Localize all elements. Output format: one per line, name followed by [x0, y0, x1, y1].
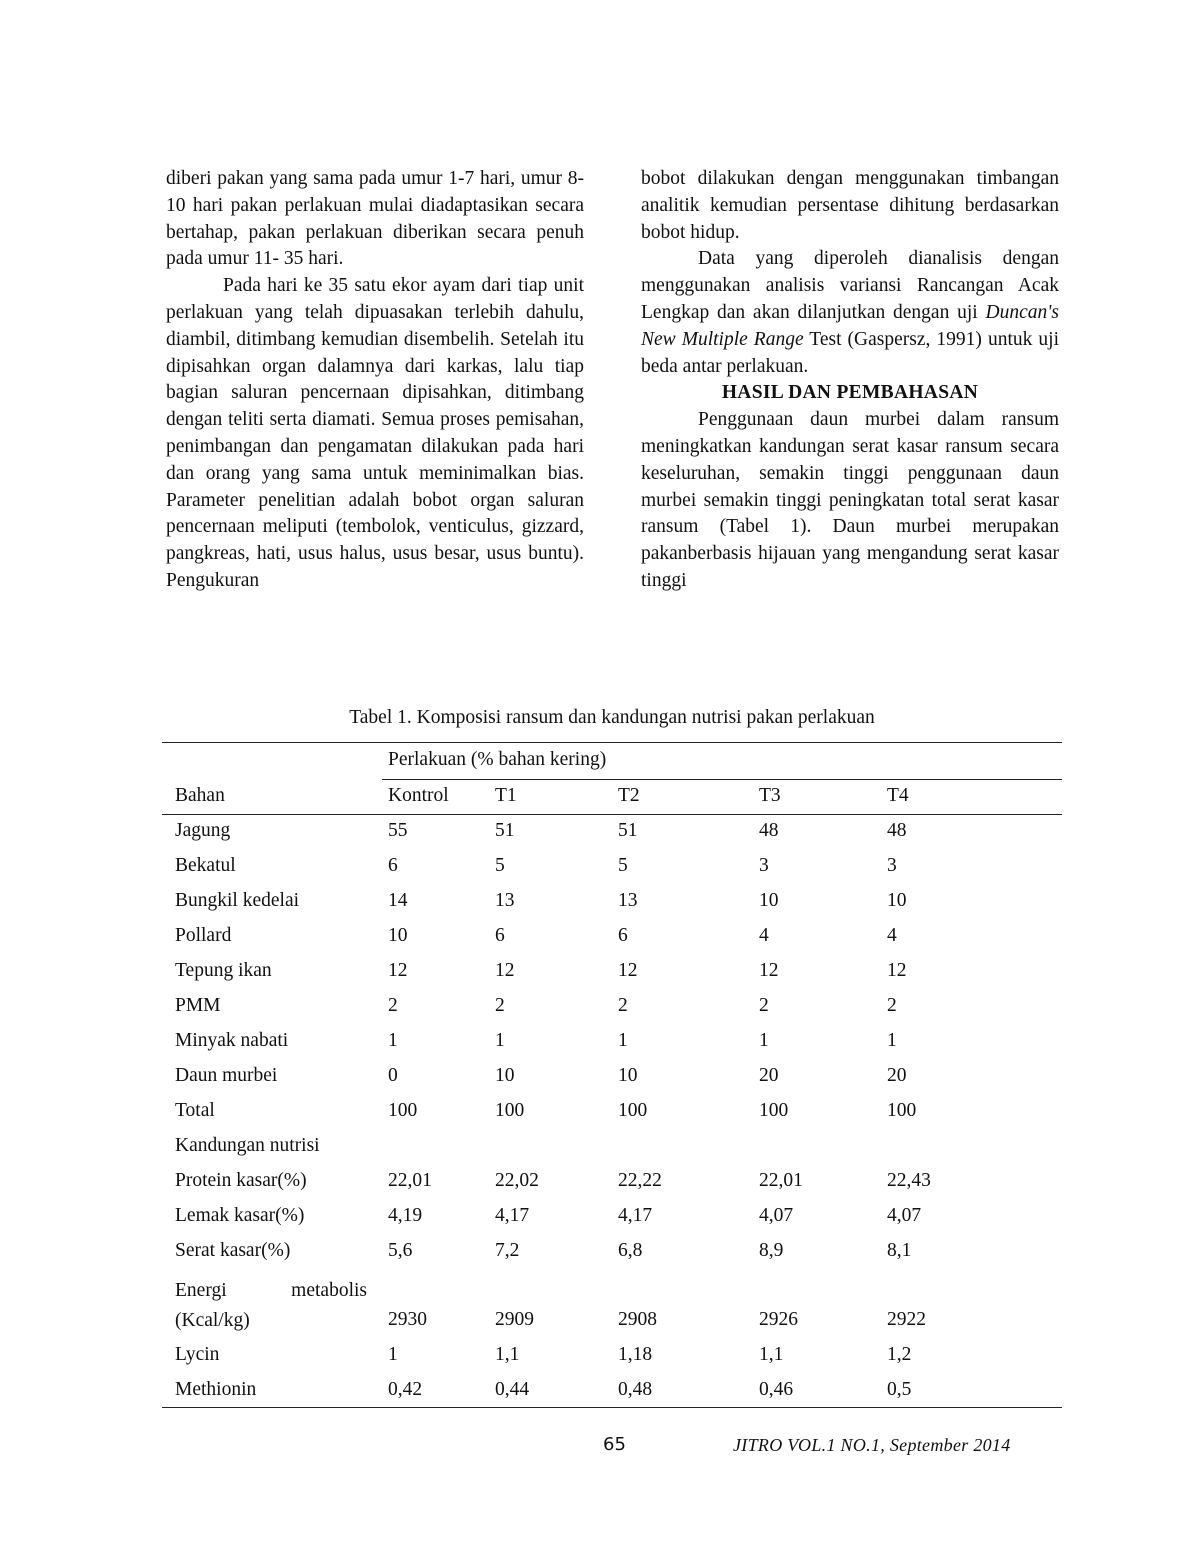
cell-kontrol: 1 [388, 1344, 398, 1365]
cell-t1: 12 [495, 960, 515, 981]
table-row [162, 1093, 1062, 1128]
cell-t4: 4 [887, 925, 897, 946]
cell-kontrol: 12 [388, 960, 408, 981]
row-label: Minyak nabati [175, 1030, 289, 1051]
row-label-energy [175, 1276, 367, 1336]
cell-t3: 2926 [759, 1309, 798, 1330]
cell-kontrol: 4,19 [388, 1205, 423, 1226]
cell-t2: 0,48 [618, 1379, 653, 1400]
table-row [162, 1198, 1062, 1233]
row-label: Methionin [175, 1379, 257, 1400]
column-header-kontrol: Kontrol [388, 785, 449, 806]
table-row [162, 988, 1062, 1023]
cell-t4: 20 [887, 1065, 907, 1086]
cell-t1: 1 [495, 1030, 505, 1051]
cell-t3: 8,9 [759, 1240, 784, 1261]
cell-t3: 4 [759, 925, 769, 946]
cell-t4: 22,43 [887, 1170, 931, 1191]
cell-t2: 100 [618, 1100, 648, 1121]
table-row [162, 918, 1062, 953]
cell-kontrol: 0,42 [388, 1379, 423, 1400]
paragraph-method-slaughter: Pada hari ke 35 satu ekor ayam dari tiap unit perlakuan yang telah dipuasakan terlebih dahulu, diambil, ditimbang kemudian disembelih. Setelah itu dipisahkan organ dalamnya dari karkas, lalu tiap bagian saluran pencernaan dipisahkan, ditimbang dengan teliti serta diamati. Semua proses pemisahan, penimbangan dan pengamatan dilakukan pada hari dan orang yang sama untuk meminimalkan bias. Parameter penelitian adalah bobot organ saluran pencernaan meliputi (tembolok, venticulus, gizzard, pangkreas, hati, usus halus, usus besar, usus buntu). Pengukuran [166, 275, 584, 591]
table-row-energy [162, 1276, 1062, 1336]
paragraph-weighing: bobot dilakukan dengan menggunakan timbangan analitik kemudian persentase dihitung berdasarkan bobot hidup. [641, 168, 1059, 243]
paragraph-analysis [641, 246, 1059, 380]
cell-t2: 2908 [618, 1309, 657, 1330]
column-header-t4: T4 [887, 785, 909, 806]
table-row [162, 848, 1062, 883]
cell-t1: 2909 [495, 1309, 534, 1330]
cell-kontrol: 2930 [388, 1309, 427, 1330]
cell-t4: 2922 [887, 1309, 926, 1330]
cell-t3: 0,46 [759, 1379, 794, 1400]
table-row [162, 1163, 1062, 1198]
cell-t4: 0,5 [887, 1379, 912, 1400]
cell-t1: 51 [495, 820, 515, 841]
row-label: PMM [175, 995, 221, 1016]
cell-t4: 10 [887, 890, 907, 911]
row-label: Bekatul [175, 855, 236, 876]
cell-t3: 22,01 [759, 1170, 803, 1191]
cell-t4: 12 [887, 960, 907, 981]
cell-t4: 3 [887, 855, 897, 876]
cell-kontrol: 100 [388, 1100, 418, 1121]
column-header-bahan: Bahan [175, 785, 225, 806]
cell-t1: 2 [495, 995, 505, 1016]
cell-t3: 1,1 [759, 1344, 784, 1365]
cell-kontrol: 14 [388, 890, 408, 911]
cell-t4: 1,2 [887, 1344, 912, 1365]
cell-t1: 4,17 [495, 1205, 530, 1226]
row-label: Daun murbei [175, 1065, 278, 1086]
row-label: Serat kasar(%) [175, 1240, 291, 1261]
energy-label-word2: metabolis [291, 1280, 367, 1301]
cell-kontrol: 22,01 [388, 1170, 432, 1191]
cell-t1: 6 [495, 925, 505, 946]
analysis-text-after: Test (Gaspersz, 1991) untuk uji beda antar perlakuan. [641, 328, 1059, 377]
row-label: Bungkil kedelai [175, 890, 300, 911]
cell-kontrol: 5,6 [388, 1240, 413, 1261]
cell-t4: 100 [887, 1100, 917, 1121]
table-row [162, 1058, 1062, 1093]
table-bottom-rule [162, 1407, 1062, 1408]
energy-label-unit: (Kcal/kg) [175, 1310, 250, 1331]
paragraph-results: Penggunaan daun murbei dalam ransum meningkatkan kandungan serat kasar ransum secara keseluruhan, semakin tinggi penggunaan daun murbei semakin tinggi peningkatan total serat kasar ransum (Tabel 1). Daun murbei merupakan pakanberbasis hijauan yang mengandung serat kasar tinggi [641, 409, 1059, 591]
page-number: 65 [603, 1434, 626, 1455]
cell-t1: 1,1 [495, 1344, 520, 1365]
cell-t1: 13 [495, 890, 515, 911]
section-heading: HASIL DAN PEMBAHASAN [721, 382, 979, 404]
cell-t2: 22,22 [618, 1170, 662, 1191]
table-row [162, 883, 1062, 918]
cell-t4: 2 [887, 995, 897, 1016]
table-caption: Tabel 1. Komposisi ransum dan kandungan nutrisi pakan perlakuan [349, 707, 875, 728]
column-header-t3: T3 [759, 785, 781, 806]
cell-t4: 8,1 [887, 1240, 912, 1261]
table-header-row [162, 778, 1062, 813]
row-label: Tepung ikan [175, 960, 272, 981]
cell-t2: 4,17 [618, 1205, 653, 1226]
cell-t3: 100 [759, 1100, 789, 1121]
table-row [162, 813, 1062, 848]
cell-t3: 10 [759, 890, 779, 911]
cell-t1: 22,02 [495, 1170, 539, 1191]
cell-t1: 10 [495, 1065, 515, 1086]
table-row [162, 1128, 1062, 1163]
duncan-test-name: Duncan's New Multiple Range [641, 301, 1059, 350]
table-row [162, 1233, 1062, 1268]
cell-t2: 1 [618, 1030, 628, 1051]
treatment-group-header: Perlakuan (% bahan kering) [388, 749, 607, 770]
cell-t4: 1 [887, 1030, 897, 1051]
column-header-t2: T2 [618, 785, 640, 806]
row-label: Total [175, 1100, 215, 1121]
journal-citation: JITRO VOL.1 NO.1, September 2014 [733, 1435, 1011, 1455]
table-group-header-row [162, 742, 1062, 777]
paragraph-method-feeding: diberi pakan yang sama pada umur 1-7 hari, umur 8-10 hari pakan perlakuan mulai diadaptasikan secara bertahap, pakan perlakuan diberikan secara penuh pada umur 11- 35 hari. [166, 168, 584, 270]
cell-t2: 6 [618, 925, 628, 946]
cell-kontrol: 55 [388, 820, 408, 841]
cell-t1: 7,2 [495, 1240, 520, 1261]
cell-kontrol: 2 [388, 995, 398, 1016]
cell-t2: 12 [618, 960, 638, 981]
row-label: Jagung [175, 820, 231, 841]
cell-t2: 5 [618, 855, 628, 876]
cell-t1: 0,44 [495, 1379, 530, 1400]
row-label: Lycin [175, 1344, 220, 1365]
cell-t3: 3 [759, 855, 769, 876]
cell-t3: 48 [759, 820, 779, 841]
row-label: Kandungan nutrisi [175, 1135, 320, 1156]
cell-t2: 6,8 [618, 1240, 643, 1261]
left-text-column [166, 166, 584, 595]
table-row [162, 1337, 1062, 1372]
cell-t3: 20 [759, 1065, 779, 1086]
cell-t2: 13 [618, 890, 638, 911]
cell-kontrol: 0 [388, 1065, 398, 1086]
cell-t1: 5 [495, 855, 505, 876]
cell-t4: 48 [887, 820, 907, 841]
row-label: Lemak kasar(%) [175, 1205, 305, 1226]
right-text-column [641, 166, 1059, 595]
page-footer [0, 1430, 1200, 1460]
cell-kontrol: 1 [388, 1030, 398, 1051]
cell-t2: 51 [618, 820, 638, 841]
cell-t3: 2 [759, 995, 769, 1016]
cell-t2: 1,18 [618, 1344, 653, 1365]
cell-t3: 1 [759, 1030, 769, 1051]
cell-kontrol: 10 [388, 925, 408, 946]
row-label: Protein kasar(%) [175, 1170, 307, 1191]
cell-t2: 2 [618, 995, 628, 1016]
row-label: Pollard [175, 925, 232, 946]
cell-t2: 10 [618, 1065, 638, 1086]
cell-t4: 4,07 [887, 1205, 922, 1226]
analysis-text-before: Data yang diperoleh dianalisis dengan menggunakan analisis variansi Rancangan Acak Lengkap dan akan dilanjutkan dengan uji [641, 248, 1059, 323]
cell-t3: 4,07 [759, 1205, 794, 1226]
cell-kontrol: 6 [388, 855, 398, 876]
table-row [162, 1372, 1062, 1407]
cell-t1: 100 [495, 1100, 525, 1121]
table-row [162, 1023, 1062, 1058]
table-row [162, 953, 1062, 988]
column-header-t1: T1 [495, 785, 517, 806]
energy-label-word1: Energi [175, 1280, 227, 1301]
cell-t3: 12 [759, 960, 779, 981]
